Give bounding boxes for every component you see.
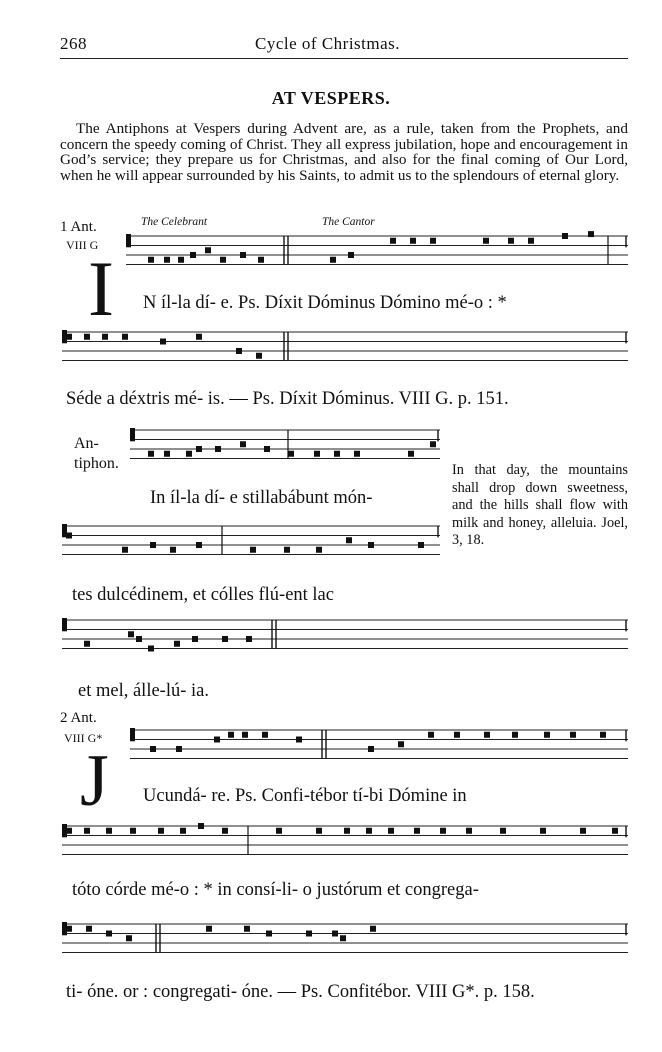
antiphon-label-2: tiphon.	[74, 455, 119, 472]
neume	[588, 231, 594, 237]
antiphon-lyric-line3: et mel, álle-lú- ia.	[78, 681, 209, 701]
neume	[164, 257, 170, 263]
neume	[612, 828, 618, 834]
antiphon-lyric-line1: In íl-la dí- e stillabábunt món-	[150, 488, 373, 508]
ant2-mode: VIII G*	[64, 731, 103, 745]
neume	[540, 828, 546, 834]
neume	[544, 732, 550, 738]
neume	[196, 542, 202, 548]
neume	[86, 926, 92, 932]
celebrant-label: The Celebrant	[141, 216, 208, 228]
neume	[484, 732, 490, 738]
neume	[314, 451, 320, 457]
neume	[220, 257, 226, 263]
neume	[66, 828, 72, 834]
neume	[580, 828, 586, 834]
neume	[198, 823, 204, 829]
neume	[500, 828, 506, 834]
antiphon-label-1: An-	[74, 435, 99, 452]
neume	[136, 636, 142, 642]
neume	[186, 451, 192, 457]
intro-paragraph: The Antiphons at Vespers during Advent are, as a rule, taken from the Prophets, and concern the speedy coming of Christ. They all express jubilation, hope and encouragement in God’s service; they prepare us for Christmas, and also for the final coming of Our Lord, when he will appear surrounded by his Saints, to admit us to the splendours of eternal glory.	[60, 120, 628, 184]
neume	[348, 252, 354, 258]
ant2-label	[60, 710, 97, 727]
neume	[222, 828, 228, 834]
neume	[128, 631, 134, 637]
neume	[262, 732, 268, 738]
neume	[240, 441, 246, 447]
neume	[466, 828, 472, 834]
ant1-ant: Ant.	[70, 219, 97, 235]
neume	[316, 828, 322, 834]
neume	[214, 737, 220, 743]
antiphon-translation: In that day, the mountains shall drop down sweetness, and the hills shall flow with milk and honey, alleluia. Joel, 3, 18.	[452, 462, 628, 548]
neume	[196, 334, 202, 340]
neume	[410, 238, 416, 244]
neume	[354, 451, 360, 457]
neume	[150, 542, 156, 548]
ant2-lyric-line3: ti- óne. or : congregati- óne. — Ps. Confitébor. VIII G*. p. 158.	[66, 982, 535, 1002]
neume	[158, 828, 164, 834]
neume	[242, 732, 248, 738]
neume	[334, 451, 340, 457]
neume	[196, 446, 202, 452]
neume	[256, 353, 262, 359]
ant1-initial: I	[88, 245, 114, 332]
neume	[528, 238, 534, 244]
neume	[258, 257, 264, 263]
ant2-lyric-line2: tóto córde mé-o : * in consí-li- o justórum et congrega-	[72, 880, 479, 900]
ant2-number: 2	[60, 710, 68, 726]
neume	[266, 931, 272, 937]
neume	[390, 238, 396, 244]
neume	[192, 636, 198, 642]
do-clef	[62, 618, 67, 631]
neume	[240, 252, 246, 258]
neume	[246, 636, 252, 642]
neume	[562, 233, 568, 239]
neume	[288, 451, 294, 457]
neume	[250, 547, 256, 553]
do-clef	[126, 234, 131, 247]
neume	[160, 339, 166, 345]
neume	[148, 646, 154, 652]
ant2-initial: J	[80, 740, 109, 822]
neume	[570, 732, 576, 738]
neume	[368, 746, 374, 752]
running-title: Cycle of Christmas.	[255, 34, 401, 53]
do-clef	[130, 728, 135, 741]
neume	[264, 446, 270, 452]
page-number: 268	[60, 34, 87, 53]
neume	[228, 732, 234, 738]
neume	[366, 828, 372, 834]
neume	[388, 828, 394, 834]
neume	[344, 828, 350, 834]
do-clef	[130, 428, 135, 441]
neume	[398, 741, 404, 747]
neume	[418, 542, 424, 548]
neume	[296, 737, 302, 743]
neume	[84, 641, 90, 647]
ant1-lyric-line2: Séde a déxtris mé- is. — Ps. Díxit Dóminus. VIII G. p. 151.	[66, 389, 509, 409]
neume	[483, 238, 489, 244]
neume	[600, 732, 606, 738]
neume	[148, 257, 154, 263]
neume	[346, 537, 352, 543]
neume	[414, 828, 420, 834]
neume	[178, 257, 184, 263]
neume	[106, 931, 112, 937]
ant2-ant: Ant.	[70, 710, 97, 726]
neume	[440, 828, 446, 834]
neume	[150, 746, 156, 752]
ant2-lyric-line1: Ucundá- re. Ps. Confi-tébor tí-bi Dómine in	[143, 786, 467, 806]
neume	[430, 441, 436, 447]
neume	[276, 828, 282, 834]
neume	[84, 828, 90, 834]
neume	[126, 935, 132, 941]
neume	[408, 451, 414, 457]
neume	[340, 935, 346, 941]
neume	[84, 334, 90, 340]
neume	[148, 451, 154, 457]
neume	[66, 926, 72, 932]
neume	[190, 252, 196, 258]
neume	[205, 247, 211, 253]
neume	[176, 746, 182, 752]
neume	[122, 334, 128, 340]
antiphon-lyric-line2: tes dulcédinem, et cólles flú-ent lac	[72, 585, 334, 605]
neume	[306, 931, 312, 937]
neume	[122, 547, 128, 553]
neume	[164, 451, 170, 457]
ant1-mode: VIII G	[66, 238, 99, 252]
neume	[512, 732, 518, 738]
neume	[316, 547, 322, 553]
ant1-number: 1	[60, 219, 68, 235]
ant1-label	[60, 219, 97, 236]
neume	[102, 334, 108, 340]
neume	[206, 926, 212, 932]
neume	[370, 926, 376, 932]
neume	[454, 732, 460, 738]
ant1-lyric-line1: N íl-la dí- e. Ps. Díxit Dóminus Dómino mé-o : *	[143, 293, 507, 313]
neume	[428, 732, 434, 738]
neume	[330, 257, 336, 263]
neume	[236, 348, 242, 354]
neume	[174, 641, 180, 647]
neume	[244, 926, 250, 932]
neume	[508, 238, 514, 244]
neume	[284, 547, 290, 553]
neume	[170, 547, 176, 553]
neume	[430, 238, 436, 244]
neume	[106, 828, 112, 834]
neume	[130, 828, 136, 834]
neume	[180, 828, 186, 834]
neume	[66, 533, 72, 539]
neume	[332, 931, 338, 937]
neume	[215, 446, 221, 452]
section-title: AT VESPERS.	[271, 88, 391, 108]
neume	[368, 542, 374, 548]
neume	[66, 334, 72, 340]
cantor-label: The Cantor	[322, 216, 375, 228]
neume	[222, 636, 228, 642]
